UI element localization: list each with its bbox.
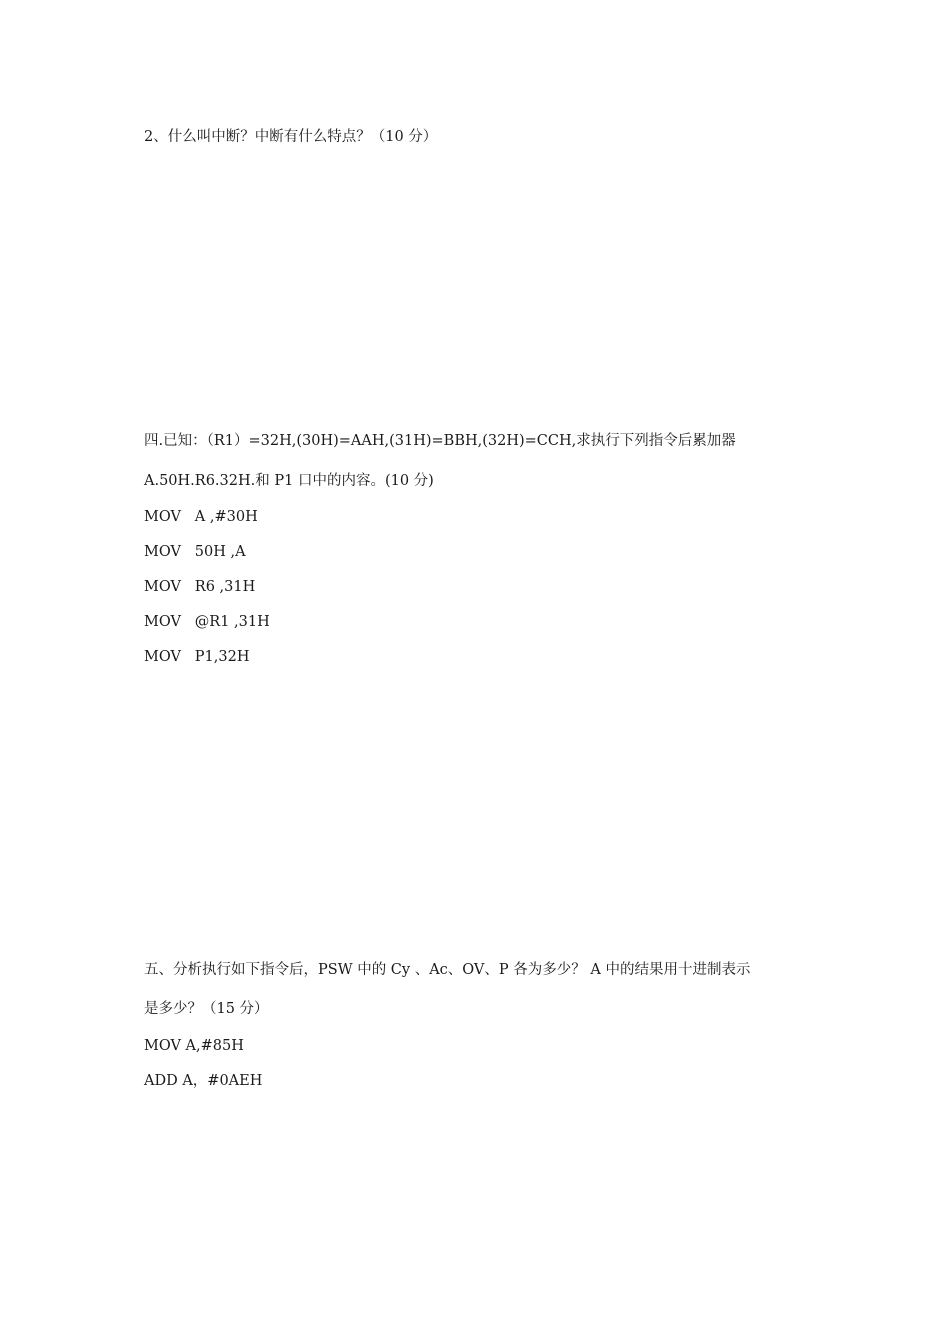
question-5-line-2: 是多少？（15 分） (144, 1001, 269, 1017)
question-2-text: 2、什么叫中断？中断有什么特点？（10 分） (144, 129, 438, 145)
code-line: MOV R6 ,31H (144, 579, 256, 595)
code-line: MOV A,#85H (144, 1038, 244, 1054)
code-line: MOV @R1 ,31H (144, 614, 270, 630)
question-5-line-1: 五、分析执行如下指令后，PSW 中的 Cy 、Ac、OV、P 各为多少？ A 中的结果用十进制表示 (144, 962, 751, 978)
question-4-line-2: A.50H.R6.32H.和 P1 口中的内容。(10 分) (144, 473, 434, 489)
code-line: MOV A ,#30H (144, 509, 258, 525)
code-line: ADD A，#0AEH (144, 1073, 263, 1089)
question-4-line-1: 四.已知：（R1）=32H,(30H)=AAH,(31H)=BBH,(32H)=CCH,求执行下列指令后累加器 (144, 433, 736, 449)
code-line: MOV P1,32H (144, 649, 250, 665)
code-line: MOV 50H ,A (144, 544, 246, 560)
